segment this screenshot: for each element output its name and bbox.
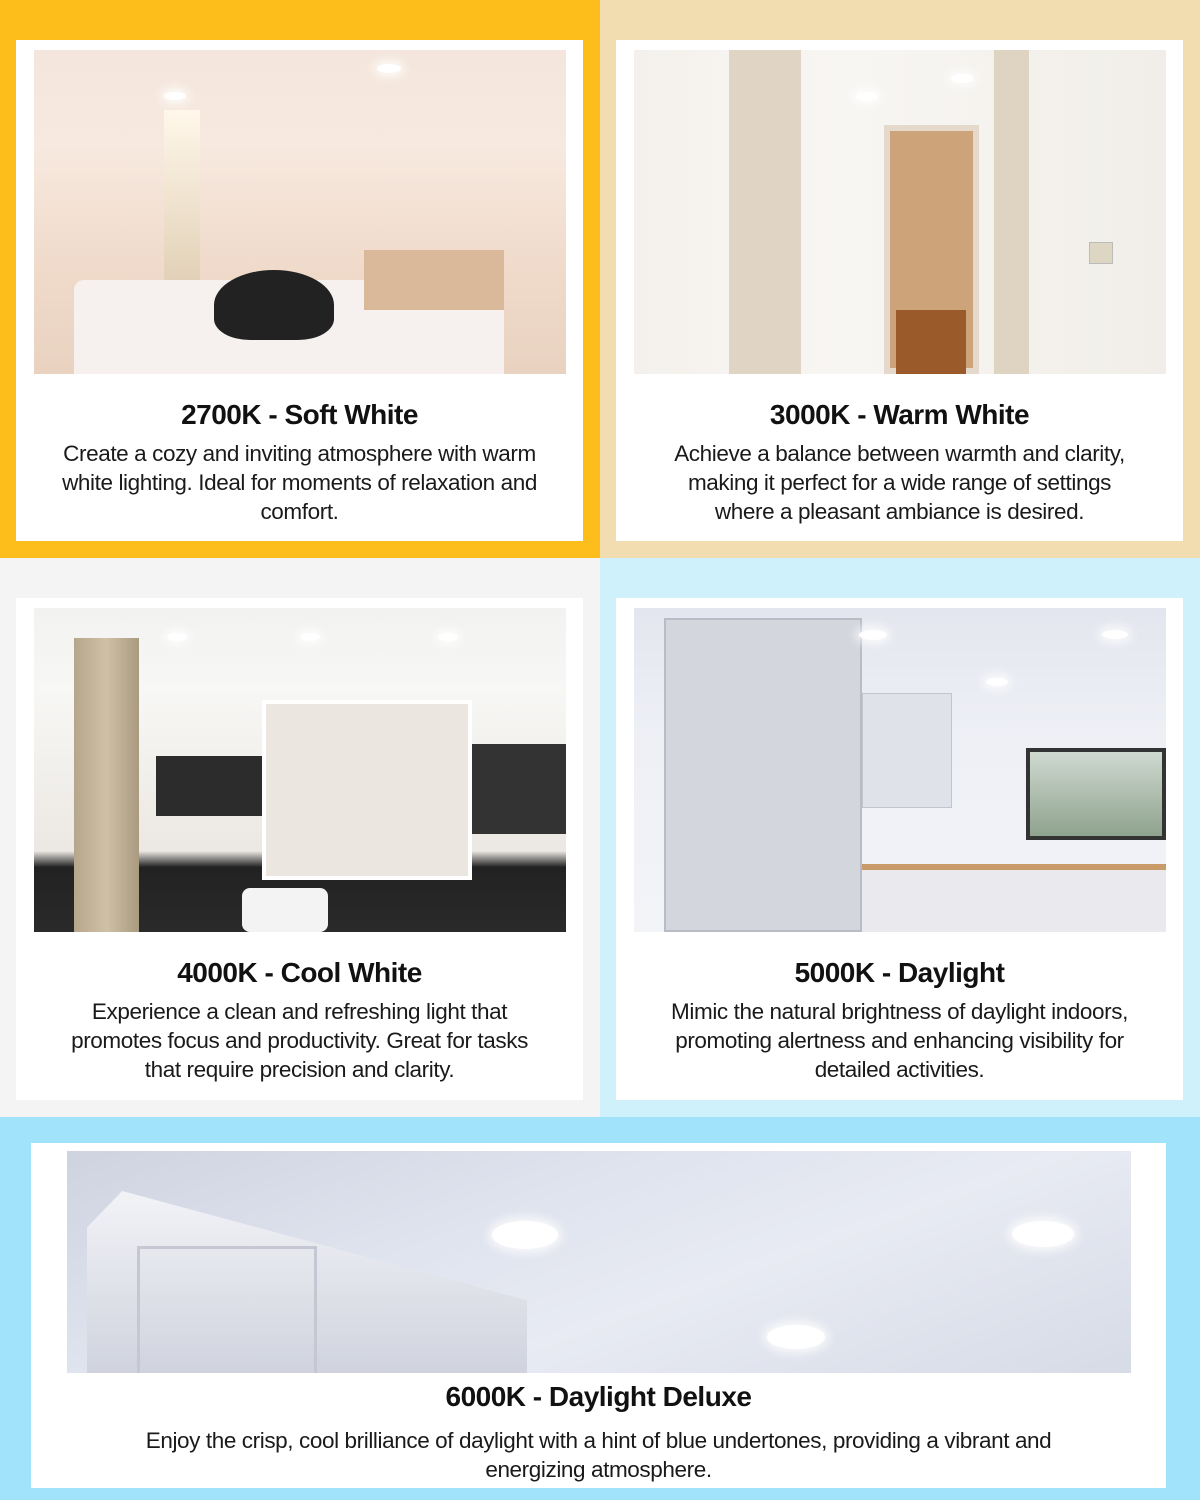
- ceiling-light: [164, 92, 186, 100]
- cabinet-panel: [137, 1246, 317, 1373]
- card-title: 4000K - Cool White: [177, 957, 422, 988]
- card-description: Experience a clean and refreshing light that promotes focus and productivity. Great for tasks that require precision and clarity.: [71, 999, 528, 1082]
- card-title: 2700K - Soft White: [181, 399, 418, 430]
- ceiling-light: [377, 64, 401, 73]
- chair: [242, 888, 328, 932]
- ceiling-light: [986, 678, 1008, 686]
- ceiling-photo: [67, 1151, 1131, 1373]
- card-description: Create a cozy and inviting atmosphere with warm white lighting. Ideal for moments of relaxation and comfort.: [62, 441, 537, 524]
- cabinet: [472, 744, 566, 834]
- card-description: Mimic the natural brightness of daylight indoors, promoting alertness and enhancing visibility for detailed activities.: [671, 999, 1128, 1082]
- wood-floor: [896, 310, 966, 374]
- ceiling-light: [1102, 630, 1128, 639]
- card-description: Enjoy the crisp, cool brilliance of daylight with a hint of blue undertones, providing a vibrant and energizing atmosphere.: [145, 1428, 1052, 1482]
- card-description: Achieve a balance between warmth and clarity, making it perfect for a wide range of settings where a pleasant ambiance is desired.: [674, 441, 1125, 524]
- dog: [214, 270, 334, 340]
- window: [1026, 748, 1166, 840]
- card-cool-white: [16, 598, 583, 1100]
- card-warm-white: [616, 40, 1183, 541]
- card-title: 3000K - Warm White: [769, 399, 1030, 430]
- curtain: [74, 638, 139, 932]
- card-soft-white: [16, 40, 583, 541]
- card-title: 6000K - Daylight Deluxe: [445, 1381, 752, 1412]
- counter: [862, 864, 1166, 932]
- light-switch: [1089, 242, 1113, 264]
- card-title: 5000K - Daylight: [794, 957, 1005, 988]
- ceiling-light: [438, 633, 458, 641]
- headboard: [364, 250, 504, 310]
- shelves: [262, 700, 472, 880]
- ceiling-light: [859, 630, 887, 640]
- ceiling-light: [167, 633, 187, 641]
- ceiling-light: [951, 74, 973, 83]
- card-daylight: [616, 598, 1183, 1100]
- laundry-kitchen-photo: [634, 608, 1166, 932]
- door-frame: [994, 50, 1029, 374]
- hallway-photo: [634, 50, 1166, 374]
- door-frame: [729, 50, 801, 374]
- ceiling-light: [856, 92, 878, 101]
- ceiling-light: [1012, 1221, 1074, 1247]
- ceiling-light: [492, 1221, 558, 1249]
- upper-cabinet: [862, 693, 952, 808]
- bedroom-photo: [34, 50, 566, 374]
- card-daylight-deluxe: [31, 1143, 1166, 1488]
- tall-cabinet: [664, 618, 862, 932]
- ceiling-light: [767, 1325, 825, 1349]
- office-photo: [34, 608, 566, 932]
- ceiling-light: [300, 633, 320, 641]
- cabinet: [156, 756, 262, 816]
